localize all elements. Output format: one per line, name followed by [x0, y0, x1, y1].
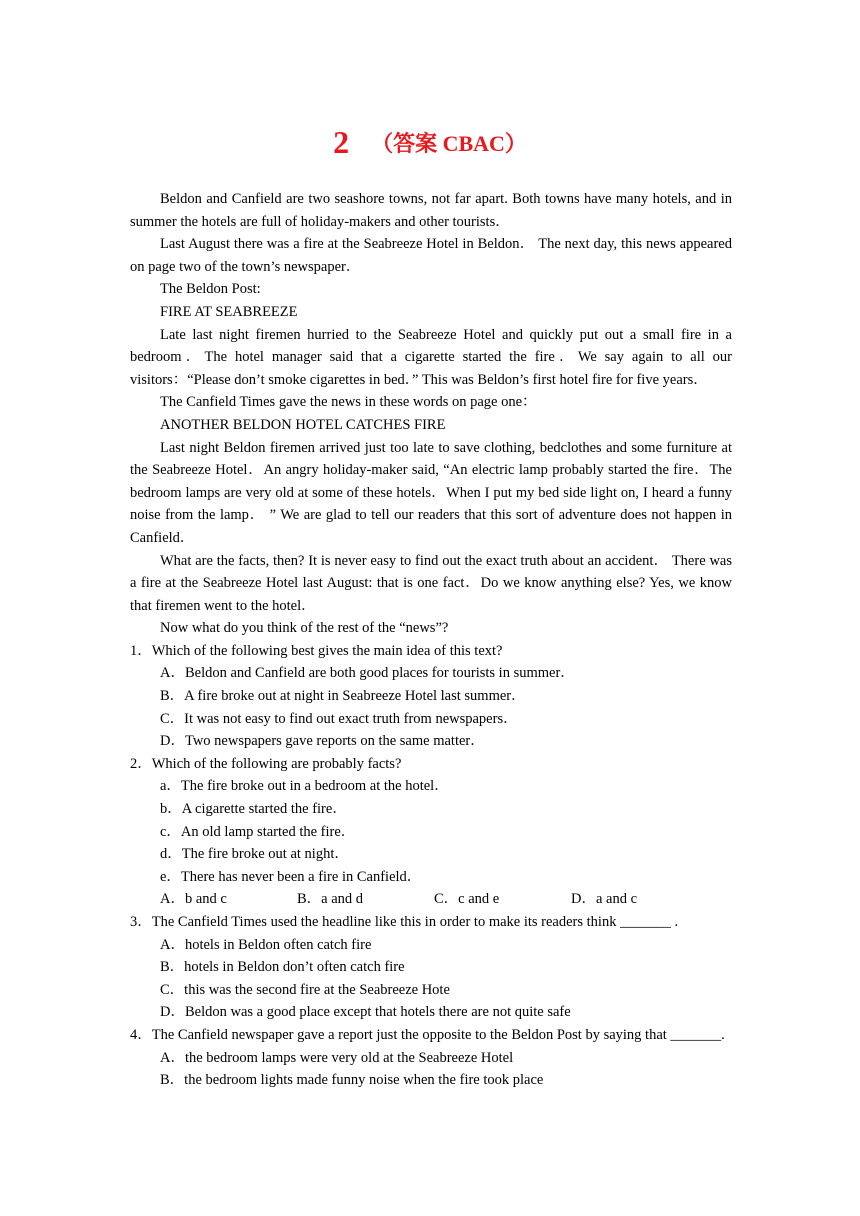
- option-a: A．Beldon and Canfield are both good places for tourists in summer．: [160, 665, 575, 682]
- option-b: B．hotels in Beldon don’t often catch fire: [160, 959, 405, 976]
- answer-key: （答案 CBAC）: [371, 131, 527, 156]
- option-c: C．It was not easy to find out exact truth from newspapers．: [160, 710, 518, 727]
- option-a: A．b and c: [160, 891, 227, 908]
- option-d: D．a and c: [571, 891, 638, 908]
- statement-d: d．The fire broke out at night．: [160, 846, 349, 863]
- paragraph: Last night Beldon firemen arrived just too late to save clothing, bedclothes and some furniture at the Seabreeze Hotel．An angry holiday-maker said, “An electric lamp probably started the fire．The bedroom lamps are very old at some of these hotels．When I put my bed side light on, I heard a funny noise from the lamp． ” We are glad to tell our readers that this sort of adventure does not happen in Canfield．: [130, 439, 732, 546]
- statement-b: b．A cigarette started the fire．: [160, 801, 347, 818]
- option-d: D．Two newspapers gave reports on the same matter．: [160, 733, 485, 750]
- newspaper-name: The Beldon Post:: [160, 281, 261, 298]
- option-a: A．hotels in Beldon often catch fire: [160, 936, 372, 953]
- paragraph: Beldon and Canfield are two seashore towns, not far apart. Both towns have many hotels, and in summer the hotels are full of holiday-makers and other tourists．: [130, 191, 732, 230]
- option-b: B．the bedroom lights made funny noise when the fire took place: [160, 1072, 544, 1089]
- newspaper-headline: ANOTHER BELDON HOTEL CATCHES FIRE: [160, 416, 446, 433]
- option-c: C．c and e: [434, 891, 500, 908]
- question-4: [130, 1024, 732, 1092]
- paragraph: What are the facts, then? It is never easy to find out the exact truth about an accident． There was a fire at the Seabreeze Hotel last August: that is one fact．Do we know anything else? Yes, we know that firemen went to the hotel．: [130, 552, 732, 614]
- statement-a: a．The fire broke out in a bedroom at the hotel．: [160, 778, 449, 795]
- paragraph: Late last night firemen hurried to the Seabreeze Hotel and quickly put out a small fire in a bedroom．The hotel manager said that a cigarette started the fire．We say again to all our visitors：“Please don’t smoke cigarettes in bed．” This was Beldon’s first hotel fire for five years．: [130, 326, 732, 388]
- page-title: [0, 124, 860, 161]
- paragraph: Last August there was a fire at the Seabreeze Hotel in Beldon． The next day, this news appeared on page two of the town’s newspaper．: [130, 236, 732, 275]
- document-body: [130, 188, 732, 1092]
- newspaper-headline: FIRE AT SEABREEZE: [160, 303, 298, 320]
- option-c: C．this was the second fire at the Seabreeze Hote: [160, 981, 450, 998]
- options-row: [130, 888, 732, 911]
- question-3: [130, 911, 732, 1024]
- option-a: A．the bedroom lamps were very old at the Seabreeze Hotel: [160, 1049, 514, 1066]
- statement-c: c．An old lamp started the fire．: [160, 823, 356, 840]
- option-b: B．A fire broke out at night in Seabreeze Hotel last summer．: [160, 688, 526, 705]
- paragraph: Now what do you think of the rest of the “news”?: [160, 620, 449, 637]
- question-1: [130, 640, 732, 753]
- question-stem: 3．The Canfield Times used the headline like this in order to make its readers think _______ .: [130, 914, 679, 930]
- question-stem: 4．The Canfield newspaper gave a report just the opposite to the Beldon Post by saying that _______.: [130, 1026, 725, 1043]
- option-b: B．a and d: [297, 891, 364, 908]
- question-stem: 1．Which of the following best gives the main idea of this text?: [130, 642, 503, 659]
- question-stem: 2．Which of the following are probably facts?: [130, 755, 402, 772]
- option-d: D．Beldon was a good place except that hotels there are not quite safe: [160, 1004, 571, 1021]
- statement-e: e．There has never been a fire in Canfield．: [160, 868, 422, 885]
- section-number: 2: [333, 124, 350, 160]
- question-2: [130, 753, 732, 911]
- paragraph: The Canfield Times gave the news in these words on page one：: [160, 394, 537, 411]
